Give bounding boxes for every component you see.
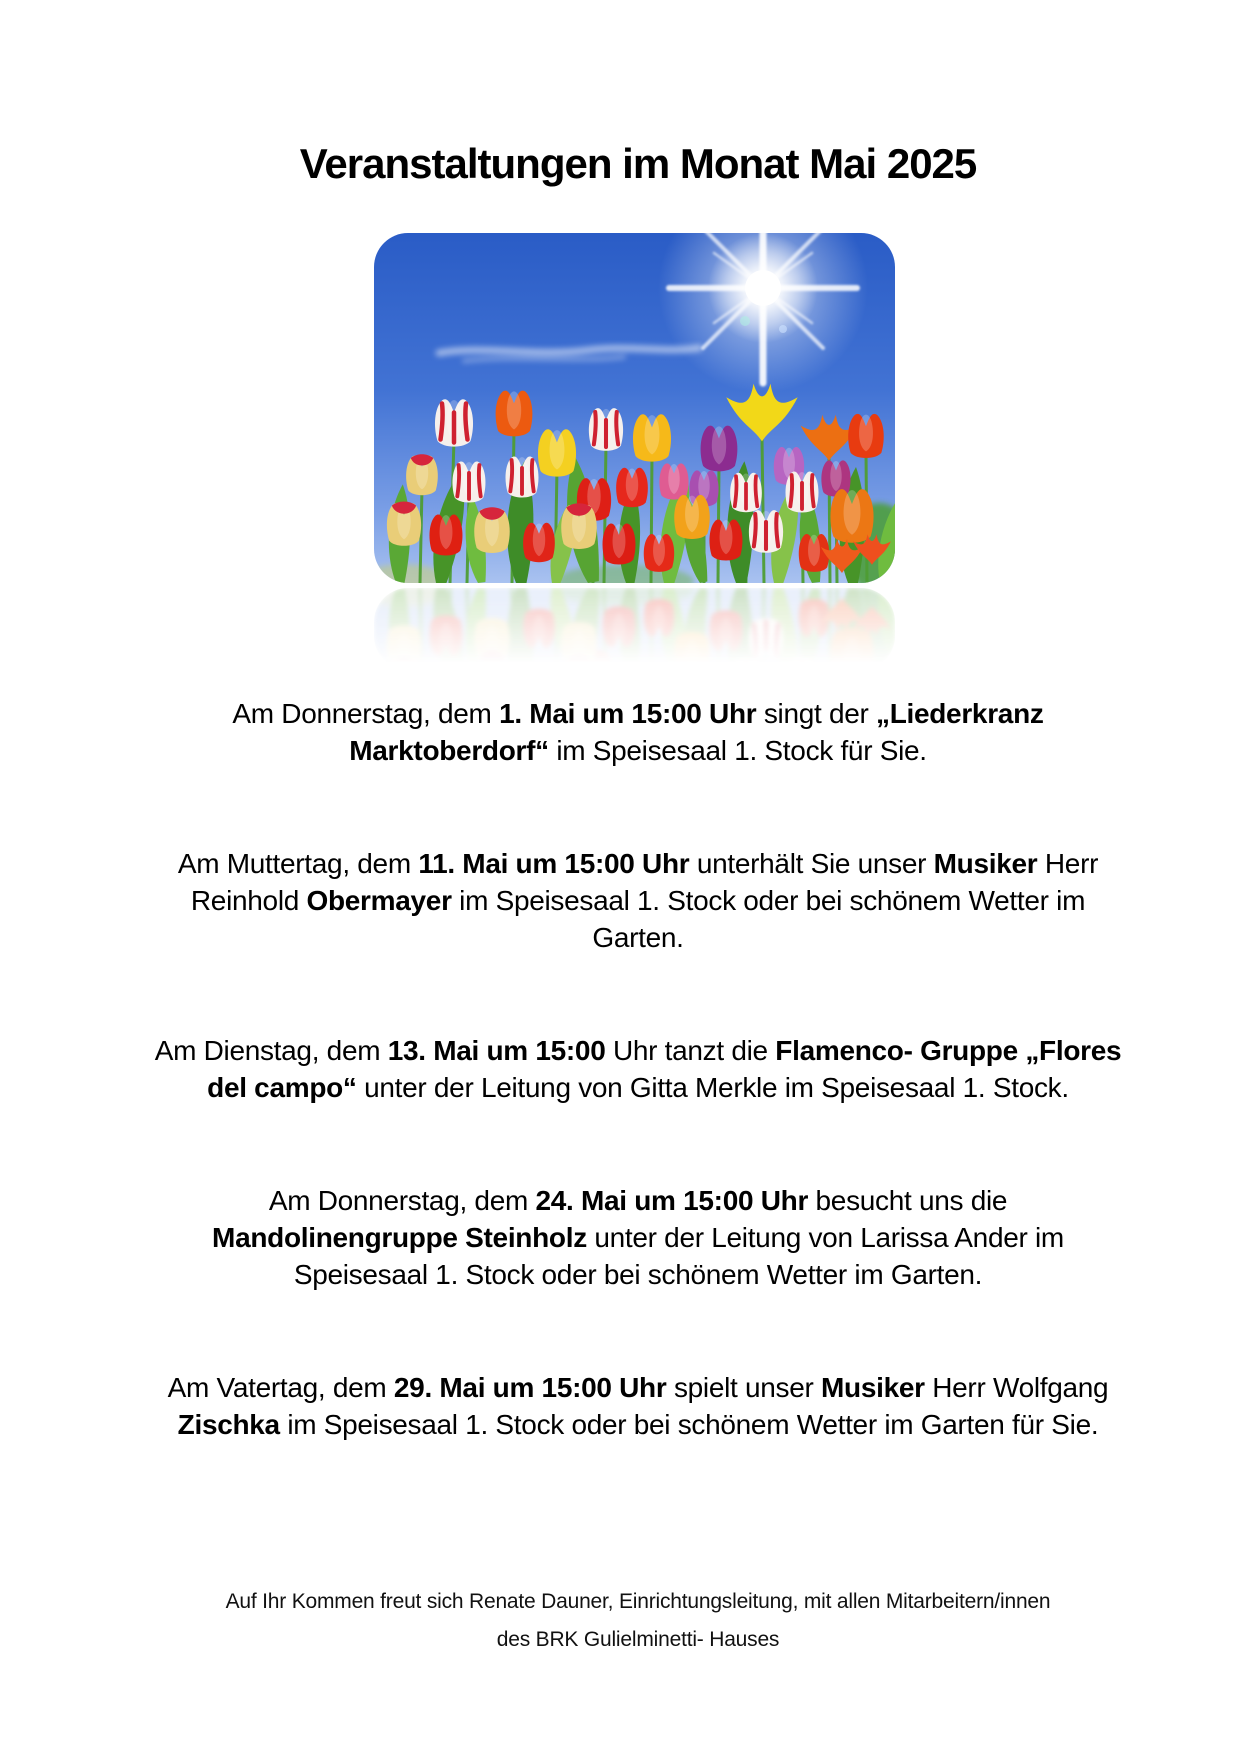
tulip-photo xyxy=(374,233,895,583)
event-paragraph: Am Donnerstag, dem 1. Mai um 15:00 Uhr singt der „Liederkranz Marktoberdorf“ im Speisesaal 1. Stock für Sie. xyxy=(232,698,1044,766)
tulip-photo-reflection-image xyxy=(374,588,895,670)
page-title: Veranstaltungen im Monat Mai 2025 xyxy=(299,140,977,187)
event-paragraph: Am Dienstag, dem 13. Mai um 15:00 Uhr tanzt die Flamenco- Gruppe „Flores del campo“ unter der Leitung von Gitta Merkle im Speisesaal 1. Stock. xyxy=(154,1035,1122,1103)
event-paragraph: Am Donnerstag, dem 24. Mai um 15:00 Uhr besucht uns die Mandolinengruppe Steinholz unter der Leitung von Larissa Ander im Speisesaal 1. Stock oder bei schönem Wetter im Garten. xyxy=(212,1185,1064,1290)
footer-note xyxy=(148,1583,1128,1659)
footer-line-1: Auf Ihr Kommen freut sich Renate Dauner, Einrichtungsleitung, mit allen Mitarbeitern/innen xyxy=(225,1590,1051,1613)
footer-line-2: des BRK Gulielminetti- Hauses xyxy=(496,1628,780,1651)
tulip-photo-reflection xyxy=(374,588,895,670)
tulip-photo-image xyxy=(374,233,895,583)
event-paragraph: Am Vatertag, dem 29. Mai um 15:00 Uhr spielt unser Musiker Herr Wolfgang Zischka im Speisesaal 1. Stock oder bei schönem Wetter im Garten für Sie. xyxy=(167,1372,1109,1440)
event-paragraph: Am Muttertag, dem 11. Mai um 15:00 Uhr unterhält Sie unser Musiker Herr Reinhold Obermayer im Speisesaal 1. Stock oder bei schönem Wetter im Garten. xyxy=(177,848,1099,953)
event-list xyxy=(148,695,1128,1519)
